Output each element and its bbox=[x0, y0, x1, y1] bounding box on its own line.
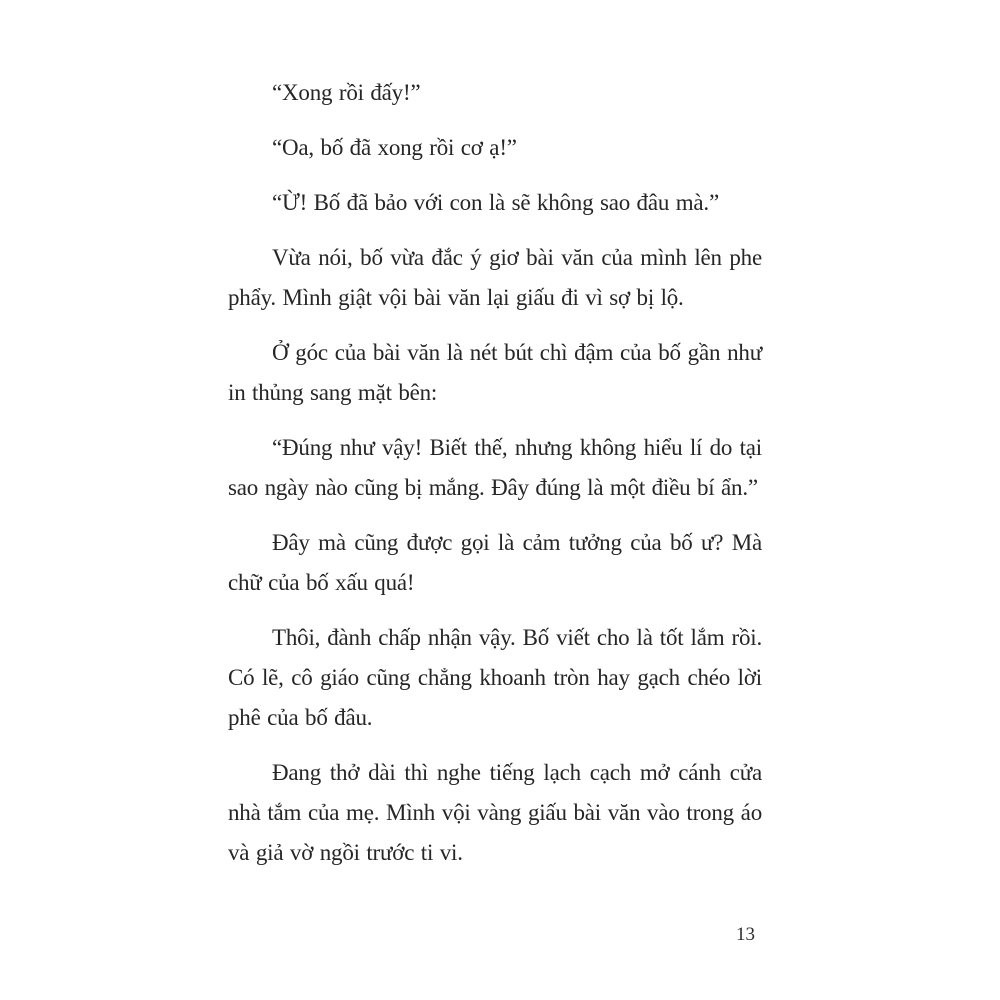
paragraph: Đang thở dài thì nghe tiếng lạch cạch mở cánh cửa nhà tắm của mẹ. Mình vội vàng giấu bài văn vào trong áo và giả vờ ngồi trước ti vi. bbox=[228, 760, 762, 865]
paragraph: Thôi, đành chấp nhận vậy. Bố viết cho là tốt lắm rồi. Có lẽ, cô giáo cũng chẳng khoanh tròn hay gạch chéo lời phê của bố đâu. bbox=[228, 625, 762, 730]
paragraph: Ở góc của bài văn là nét bút chì đậm của bố gần như in thủng sang mặt bên: bbox=[228, 340, 762, 405]
paragraph: “Xong rồi đấy!” bbox=[272, 80, 421, 105]
paragraph: Đây mà cũng được gọi là cảm tưởng của bố ư? Mà chữ của bố xấu quá! bbox=[228, 530, 762, 595]
page-number: 13 bbox=[736, 924, 755, 945]
text-block bbox=[228, 73, 762, 888]
paragraph: “Đúng như vậy! Biết thế, nhưng không hiểu lí do tại sao ngày nào cũng bị mắng. Đây đúng là một điều bí ẩn.” bbox=[228, 435, 762, 500]
paragraph: “Ừ! Bố đã bảo với con là sẽ không sao đâu mà.” bbox=[272, 190, 719, 215]
paragraph: Vừa nói, bố vừa đắc ý giơ bài văn của mình lên phe phẩy. Mình giật vội bài văn lại giấu đi vì sợ bị lộ. bbox=[228, 245, 762, 310]
paragraph: “Oa, bố đã xong rồi cơ ạ!” bbox=[272, 135, 517, 160]
